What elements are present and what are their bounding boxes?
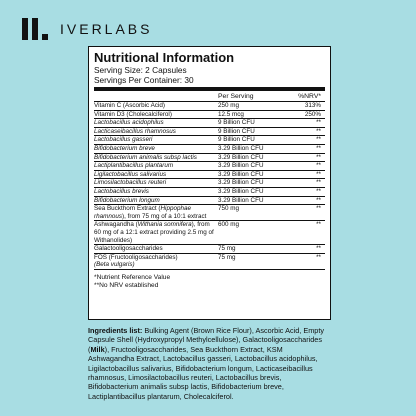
footnote-nrv: *Nutrient Reference Value (94, 273, 171, 281)
ingredients-list: Ingredients list: Bulking Agent (Brown Rice Flour), Ascorbic Acid, Empty Capsule Shell (Hydroxypropyl Methylcellulose), Galactooligosaccharides (Milk), Fructooligosaccharides, Sea Buckthorn Extract, KSM Ashwagandha Extract, Lactobacillus gasseri, Lactobacillus acidophilus, Ligilactobacillus salivarius, Bifidobacterium longum, Lacticaseibacillus rhamnosus, Limosilactobacillus reuteri, Lactobacillus brevis, Bifidobacterium animalis subsp lactis, Bifidobacterium breve, Lactiplantibacillus plantarum, Cholecalciferol. (88, 326, 325, 401)
per-serving-header: Per Serving (218, 93, 254, 100)
table-row: Vitamin C (Ascorbic Acid) 250 mg 313% (94, 102, 325, 111)
table-row: Lactobacillus acidophilus 9 Billion CFU ** (94, 119, 325, 128)
table-row: Ligilactobacillus salivarius 3.29 Billion CFU ** (94, 171, 325, 180)
table-row: Lactobacillus brevis 3.29 Billion CFU ** (94, 188, 325, 197)
iverlabs-logo-icon (22, 18, 52, 40)
table-row: Limosilactobacillus reuteri 3.29 Billion CFU ** (94, 179, 325, 188)
brand-header (22, 18, 152, 40)
footnote-no-nrv: **No NRV established (94, 282, 159, 290)
table-row: Sea Buckthorn Extract (Hippophae rhamnous), from 75 mg of a 10:1 extract 750 mg ** (94, 205, 325, 221)
footnotes (94, 274, 325, 291)
table-row: Bifidobacterium longum 3.29 Billion CFU ** (94, 197, 325, 206)
table-row: FOS (Fructooligosaccharides) (Beta vulgaris) 75 mg ** (94, 254, 325, 270)
table-row: Bifidobacterium animalis subsp lactis 3.29 Billion CFU ** (94, 154, 325, 163)
table-row: Bifidobacterium breve 3.29 Billion CFU ** (94, 145, 325, 154)
table-header (94, 92, 325, 102)
brand-name: IVERLABS (60, 21, 153, 37)
table-row: Vitamin D3 (Cholecalciferol) 12.5 mcg 250% (94, 111, 325, 120)
table-row: Galactooligosaccharides 75 mg ** (94, 245, 325, 254)
nutrition-panel (88, 46, 331, 320)
nrv-header: %NRV* (298, 93, 321, 100)
servings-per-container: Servings Per Container: 30 (94, 75, 194, 85)
allergen-milk: Milk (90, 344, 105, 354)
thick-divider (94, 87, 325, 91)
serving-size: Serving Size: 2 Capsules (94, 65, 187, 75)
table-row: Ashwagandha (Withania somnifera), from 60 mg of a 12:1 extract providing 2.5 mg of Withanolides) 600 mg ** (94, 221, 325, 245)
ingredients-label: Ingredients list: (88, 326, 143, 335)
panel-title: Nutritional Information (94, 50, 235, 65)
table-row: Lactiplantibacillus plantarum 3.29 Billion CFU ** (94, 162, 325, 171)
table-row: Lacticaseibacillus rhamnosus 9 Billion CFU ** (94, 128, 325, 137)
table-row: Lactobacillus gasseri 9 Billion CFU ** (94, 136, 325, 145)
